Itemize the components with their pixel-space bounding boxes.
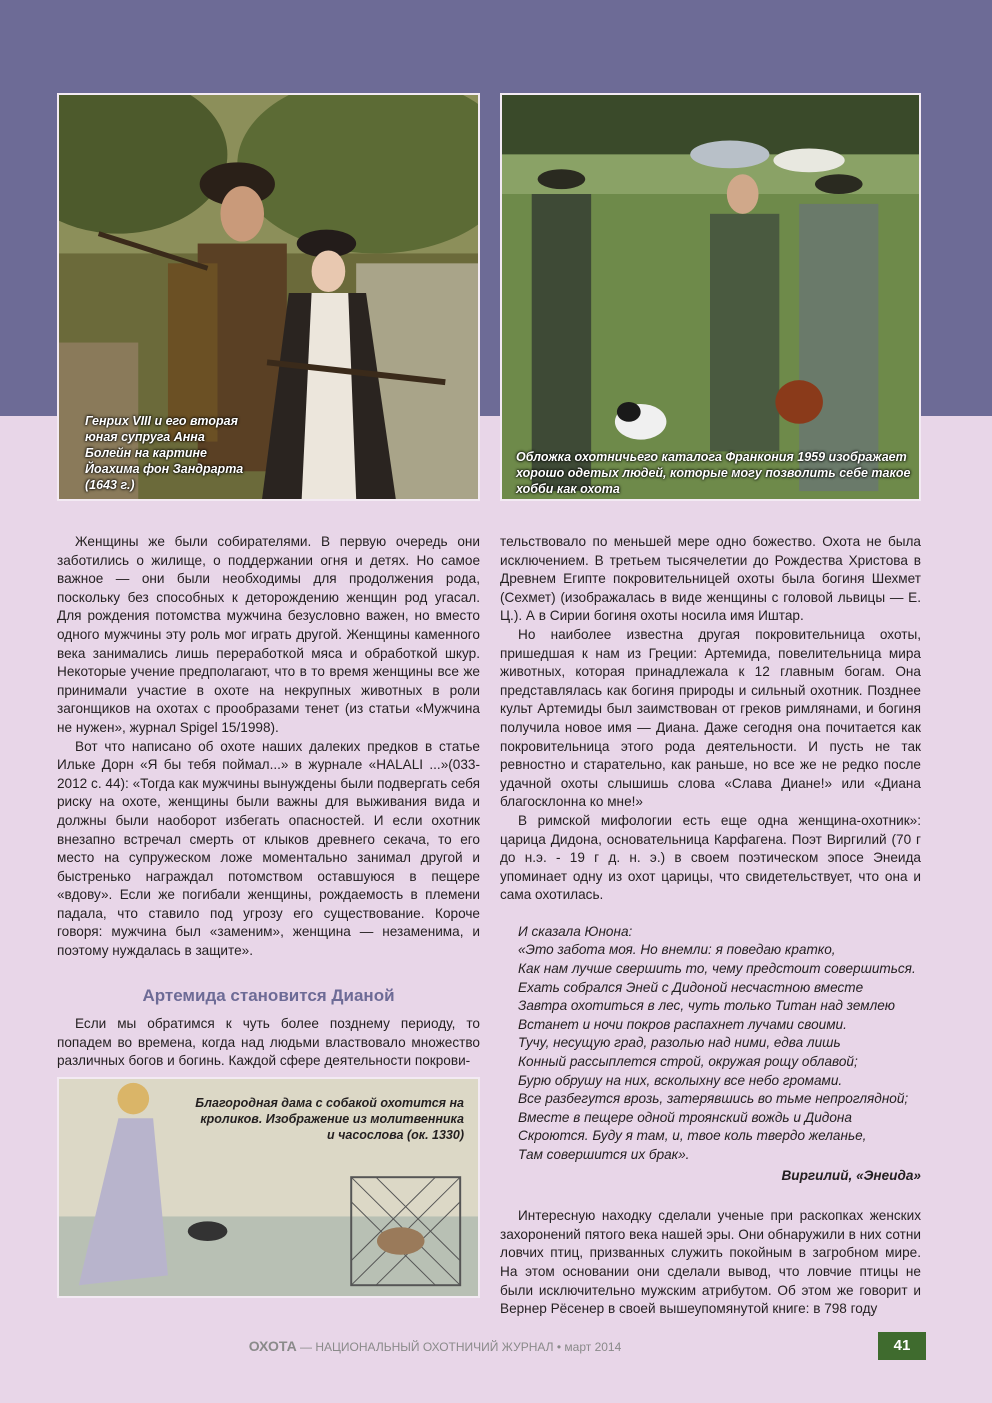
magazine-name: ОХОТА [248, 1338, 297, 1354]
poem-line: Вместе в пещере одной троянский вождь и Дидона [518, 1109, 852, 1125]
poem-line: Встанет и ночи покров распахнет лучами своими. [518, 1016, 847, 1032]
right-column [500, 533, 921, 1319]
section-heading: Артемида становится Дианой [142, 985, 395, 1005]
poem-line: Ехать собрался Эней с Дидоной несчастною вместе [518, 979, 864, 995]
poem-line: Все разбегутся врозь, затерявшись во тьме непроглядной; [518, 1091, 909, 1107]
poem-line: Скроются. Буду я там, и, твое коль твердо желанье, [518, 1128, 867, 1144]
left-paragraph-3: Если мы обратимся к чуть более позднему периоду, то попадем во времена, когда над людьми властвовало множество различных богов и богинь. Каждой сфере деятельности покрови- [57, 1016, 480, 1069]
right-paragraph-1: тельствовало по меньшей мере одно божество. Охота не была исключением. В третьем тысячелетии до Рождества Христова в Древнем Египте покровительницей охоты была богиня Шехмет (Сехмет) (изображалась в виде женщины с головой львицы — Е. Ц.). А в Сирии богиня охоты носила имя Иштар. [500, 534, 921, 624]
poem-line: Конный рассыплется строй, окружая рощу облавой; [518, 1054, 858, 1070]
right-paragraph-4: Интересную находку сделали ученые при раскопках женских захоронений пятого века нашей эры. Они обнаружили в них сотни ловчих птиц, призванных служить покойным в загробном мире. На этом основании они сделали вывод, что ловчие птицы не были исключительно мужским атрибутом. Об этом же говорит и Вернер Рёсенер в своей вышеупомянутой книге: в 798 году [500, 1208, 921, 1317]
poem-author: Виргилий, «Энеида» [781, 1167, 921, 1183]
left-column [57, 533, 480, 1071]
left-paragraph-2: Вот что написано об охоте наших далеких предков в статье Ильке Дорн «Я бы тебя поймал...» в журнале «HALALI ...»(033-2012 с. 44): «Тогда как мужчины вынуждены были подвергать себя риску на охоте, женщины были важны для выживания вида и должны были наоборот избегать опасностей. И если охотник внезапно встречал смерть от клыков древнего секача, то его место на супружеском ложе моментально занимал другой и быстренько награждал потомством оставшуюся в пещере «вдову». Если же погибали женщины, рождаемость в племени падала, что ставило под угрозу его существование. Короче говоря: мужчина был «заменим», женщина — незаменима, и поэтому нуждалась в защите». [57, 738, 480, 959]
caption-bottom: Благородная дама с собакой охотится на кроликов. Изображение из молитвенника и часослова (ок. 1330) [195, 1096, 464, 1142]
caption-right: Обложка охотничьего каталога Франкония 1959 изображает хорошо одетых людей, которые могу позволить себе такое хобби как охота [516, 450, 911, 496]
right-paragraph-3: В римской мифологии есть еще одна женщина-охотник»: царица Дидона, основательница Карфагена. Поэт Виргилий (70 г до н.э. - 19 г д. н. э.) в своем поэтическом эпосе Энеида упоминает одну из охот царицы, что свидетельствует, что она и сама охотилась. [500, 812, 921, 903]
page-number: 41 [878, 1332, 926, 1360]
poem-line: И сказала Юнона: [518, 923, 633, 939]
caption-left: Генрих VIII и его вторая юная супруга Анна Болейн на картине Йоахима фон Зандрарта (1643 г.) [85, 414, 244, 492]
medieval-illustration-photo [57, 1077, 480, 1298]
painting-henry-viii-photo [57, 93, 480, 501]
poem-line: Как нам лучше свершить то, чему предстоит совершиться. [518, 961, 916, 977]
poem-line: Бурю обрушу на них, всколыхну все небо громами. [518, 1072, 843, 1088]
franconia-catalogue-photo [500, 93, 921, 501]
hunters-photo-illustration [502, 95, 919, 499]
poem-line: Там совершится их брак». [518, 1147, 690, 1162]
poem-line: «Это забота моя. Но внемли: я поведаю кратко, [518, 942, 836, 958]
left-paragraph-1: Женщины же были собирателями. В первую очередь они заботились о жилище, о поддержании огня и детях. Но самое важное — они были необходимы для продолжения рода, поскольку без способных к деторождению женщин род угасал. Для рождения потомства мужчина безусловно важен, но вместо одного мужчины эту роль мог играть другой. Женщины каменного века занимались лишь переработкой мяса и обработкой шкур. Некоторые учение предполагают, что в то время женщины все же принимали участие в охоте на некрупных животных в роли загонщиков на охотах с прообразами тенет (из статьи «Мужчина не нужен», журнал Spigel 15/1998). [57, 534, 480, 735]
page-footer [0, 1332, 870, 1360]
aeneid-poem [518, 923, 921, 1185]
magazine-subtitle: — НАЦИОНАЛЬНЫЙ ОХОТНИЧИЙ ЖУРНАЛ • март 2014 [296, 1340, 622, 1354]
right-paragraph-2: Но наиболее известна другая покровительница охоты, пришедшая к нам из Греции: Артемида, повелительница мира животных, которая принадлежала к 12 главным богам. Она представлялась как богиня природы и сильный охотник. Позднее культ Артемиды был заимствован от греков римлянами, и богиня получила новое имя — Диана. Даже сегодня она почитается как покровительница этого рода деятельности. И пусть не так ревностно и старательно, как раньше, но все же не редко после удачной охоты слышишь слова «Слава Диане!» или «Диана благосклонна ко мне!» [500, 626, 921, 810]
poem-line: Тучу, несущую град, разолью над ними, едва лишь [518, 1035, 841, 1051]
poem-line: Завтра охотиться в лес, чуть только Титан над землею [518, 998, 896, 1014]
